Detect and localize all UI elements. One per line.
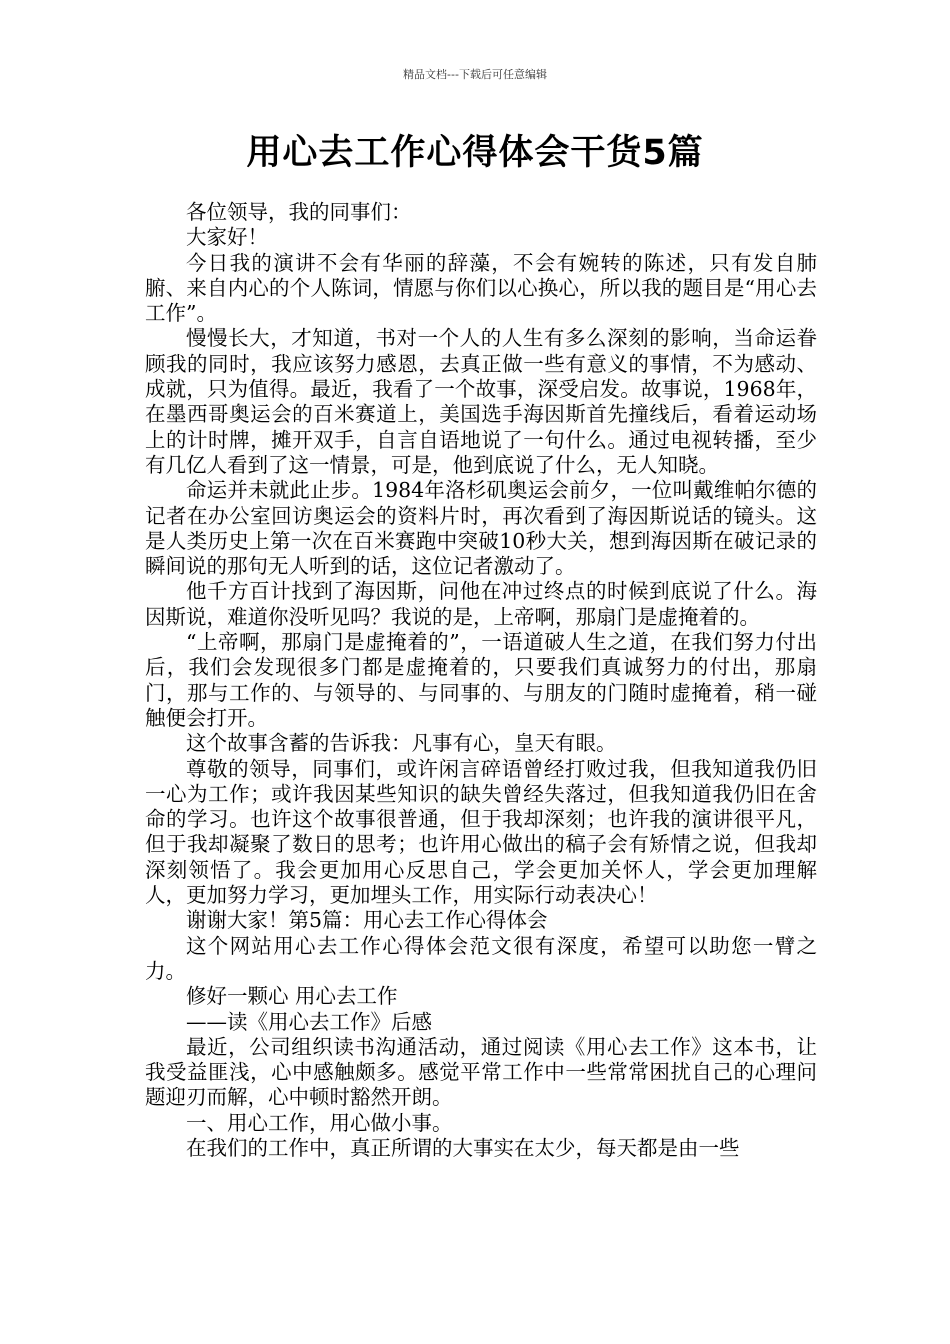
paragraph: 慢慢长大，才知道，书对一个人的人生有多么深刻的影响，当命运眷顾我的同时，我应该努力感恩，去真正做一些有意义的事情，不为感动、成就，只为值得。最近，我看了一个故事，深受启发。故事说，1968年，在墨西哥奥运会的百米赛道上，美国选手海因斯首先撞线后，看着运动场上的计时牌，摊开双手，自言自语地说了一句什么。通过电视转播，至少有几亿人看到了这一情景，可是，他到底说了什么，无人知晓。 bbox=[145, 326, 817, 477]
paragraph: 谢谢大家！第5篇：用心去工作心得体会 bbox=[186, 908, 548, 933]
paragraph: 大家好！ bbox=[186, 225, 268, 250]
document-title: 用心去工作心得体会干货5篇 bbox=[246, 133, 704, 173]
paragraph: 命运并未就此止步。1984年洛杉矶奥运会前夕，一位叫戴维帕尔德的记者在办公室回访奥运会的资料片时，再次看到了海因斯说话的镜头。这是人类历史上第一次在百米赛跑中突破10秒大关，想到海因斯在破记录的瞬间说的那句无人听到的话，这位记者激动了。 bbox=[145, 478, 817, 579]
paragraph: 修好一颗心 用心去工作 bbox=[186, 984, 398, 1009]
paragraph: 这个网站用心去工作心得体会范文很有深度，希望可以助您一臂之力。 bbox=[145, 933, 817, 983]
paragraph: 他千方百计找到了海因斯，问他在冲过终点的时候到底说了什么。海因斯说，难道你没听见吗？我说的是，上帝啊，那扇门是虚掩着的。 bbox=[145, 579, 817, 629]
paragraph: ——读《用心去工作》后感 bbox=[186, 1009, 432, 1034]
paragraph: 各位领导，我的同事们： bbox=[186, 200, 412, 224]
paragraph: 在我们的工作中，真正所谓的大事实在太少，每天都是由一些 bbox=[186, 1135, 740, 1160]
document-body bbox=[145, 200, 817, 1161]
paragraph: “上帝啊，那扇门是虚掩着的”，一语道破人生之道，在我们努力付出后，我们会发现很多门都是虚掩着的，只要我们真诚努力的付出，那扇门，那与工作的、与领导的、与同事的、与朋友的门随时虚掩着，稍一碰触便会打开。 bbox=[145, 630, 817, 730]
paragraph: 一、用心工作，用心做小事。 bbox=[186, 1110, 453, 1135]
paragraph: 这个故事含蓄的告诉我：凡事有心，皇天有眼。 bbox=[186, 731, 617, 756]
paragraph: 今日我的演讲不会有华丽的辞藻，不会有婉转的陈述，只有发自肺腑、来自内心的个人陈词，情愿与你们以心换心，所以我的题目是“用心去工作”。 bbox=[145, 250, 817, 326]
page-header: 精品文档---下载后可任意编辑 bbox=[403, 68, 547, 81]
paragraph: 最近，公司组织读书沟通活动，通过阅读《用心去工作》这本书，让我受益匪浅，心中感触颇多。感觉平常工作中一些常常困扰自己的心理问题迎刃而解，心中顿时豁然开朗。 bbox=[145, 1034, 817, 1110]
paragraph: 尊敬的领导，同事们，或许闲言碎语曾经打败过我，但我知道我仍旧一心为工作；或许我因某些知识的缺失曾经失落过，但我知道我仍旧在舍命的学习。也许这个故事很普通，但于我却深刻；也许我的演讲很平凡，但于我却凝聚了数日的思考；也许用心做出的稿子会有矫情之说，但我却深刻领悟了。我会更加用心反思自己，学会更加关怀人，学会更加理解人，更加努力学习，更加埋头工作，用实际行动表决心！ bbox=[145, 756, 817, 908]
